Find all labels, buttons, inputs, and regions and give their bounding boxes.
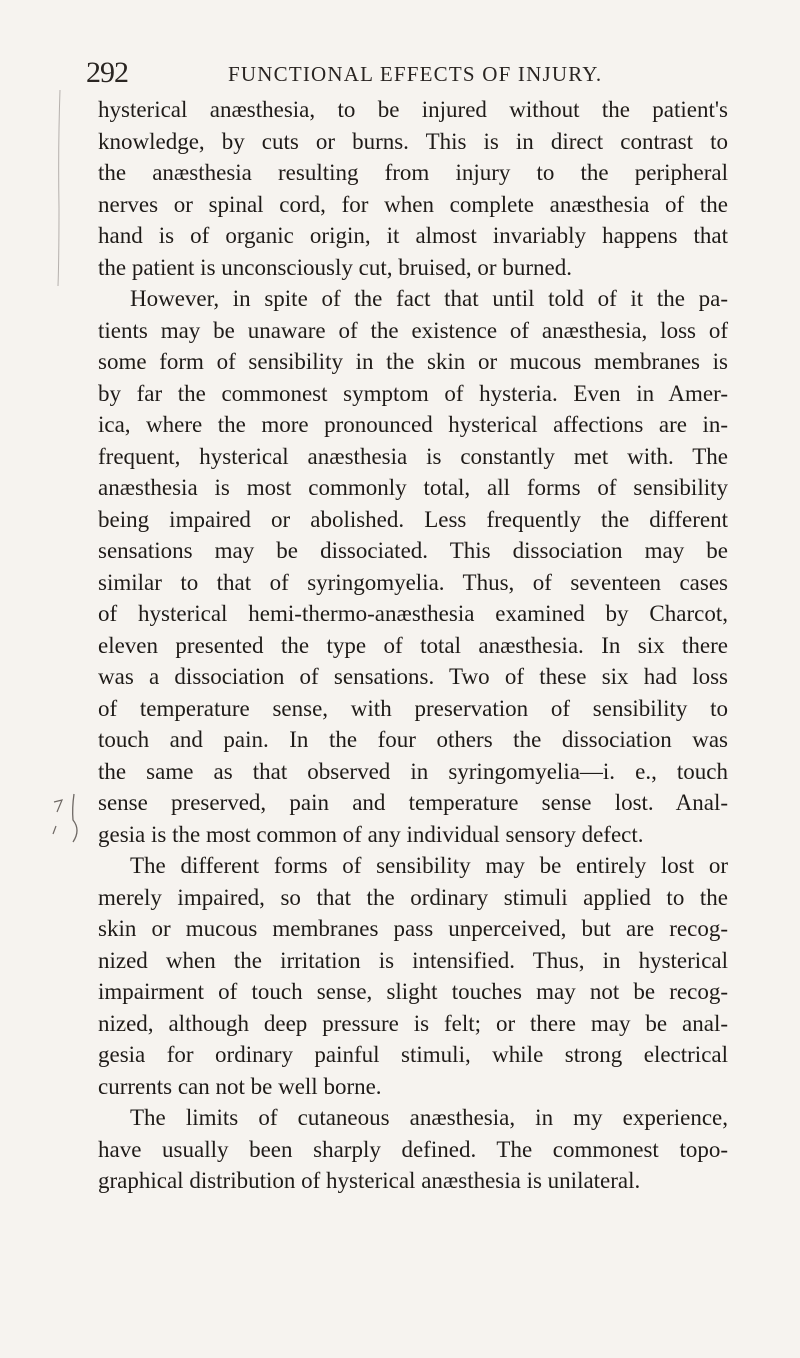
text-line: hysterical anæsthesia, to be injured without the patient's <box>98 97 728 122</box>
running-head: FUNCTIONAL EFFECTS OF INJURY. <box>228 62 603 86</box>
text-line: the anæsthesia resulting from injury to the peripheral <box>98 160 728 185</box>
text-line: currents can not be well borne. <box>98 1073 382 1099</box>
text-line: graphical distribution of hysterical anæsthesia is unilateral. <box>98 1168 641 1193</box>
text-line: nized, although deep pressure is felt; or there may be anal- <box>98 1010 728 1036</box>
text-line: ica, where the more pronounced hysterical affections are in- <box>98 412 728 437</box>
margin-pencil-mark <box>48 790 88 890</box>
text-line: have usually been sharply defined. The commonest topo- <box>98 1136 728 1162</box>
text-line: gesia for ordinary painful stimuli, while strong electrical <box>98 1042 728 1067</box>
text-line: anæsthesia is most commonly total, all forms of sensibility <box>98 475 728 500</box>
text-line: knowledge, by cuts or burns. This is in direct contrast to <box>98 128 728 154</box>
text-line: eleven presented the type of total anæsthesia. In six there <box>98 632 728 658</box>
text-line: skin or mucous membranes pass unperceived, but are recog- <box>98 916 728 941</box>
text-line: The different forms of sensibility may be entirely lost or <box>130 853 728 878</box>
body-text <box>98 94 728 1197</box>
text-line: being impaired or abolished. Less frequently the different <box>98 506 728 532</box>
text-line: the same as that observed in syringomyelia—i. e., touch <box>98 758 728 784</box>
text-line: was a dissociation of sensations. Two of these six had loss <box>98 664 728 689</box>
text-line: frequent, hysterical anæsthesia is constantly met with. The <box>98 443 728 469</box>
text-line: nized when the irritation is intensified. Thus, in hysterical <box>98 947 728 973</box>
text-line: the patient is unconsciously cut, bruised, or burned. <box>98 254 572 280</box>
text-line: by far the commonest symptom of hysteria. Even in Amer- <box>98 380 728 406</box>
text-line: some form of sensibility in the skin or mucous membranes is <box>98 349 728 374</box>
text-line: hand is of organic origin, it almost invariably happens that <box>98 223 728 248</box>
text-line: gesia is the most common of any individual sensory defect. <box>98 821 644 847</box>
text-line: impairment of touch sense, slight touches may not be recog- <box>98 979 728 1004</box>
text-line: sense preserved, pain and temperature sense lost. Anal- <box>98 790 728 815</box>
text-line: nerves or spinal cord, for when complete anæsthesia of the <box>98 191 728 217</box>
text-line: merely impaired, so that the ordinary stimuli applied to the <box>98 884 728 910</box>
text-line: of hysterical hemi-thermo-anæsthesia examined by Charcot, <box>98 601 728 626</box>
margin-pencil-line <box>56 88 62 288</box>
page-number: 292 <box>86 56 128 89</box>
text-line: of temperature sense, with preservation of sensibility to <box>98 695 728 721</box>
text-line: touch and pain. In the four others the dissociation was <box>98 727 728 752</box>
text-line: tients may be unaware of the existence of anæsthesia, loss of <box>98 317 728 343</box>
text-line: similar to that of syringomyelia. Thus, of seventeen cases <box>98 569 728 595</box>
text-line: The limits of cutaneous anæsthesia, in my experience, <box>130 1105 728 1130</box>
text-line: sensations may be dissociated. This dissociation may be <box>98 538 728 563</box>
text-line: However, in spite of the fact that until told of it the pa- <box>130 286 728 311</box>
